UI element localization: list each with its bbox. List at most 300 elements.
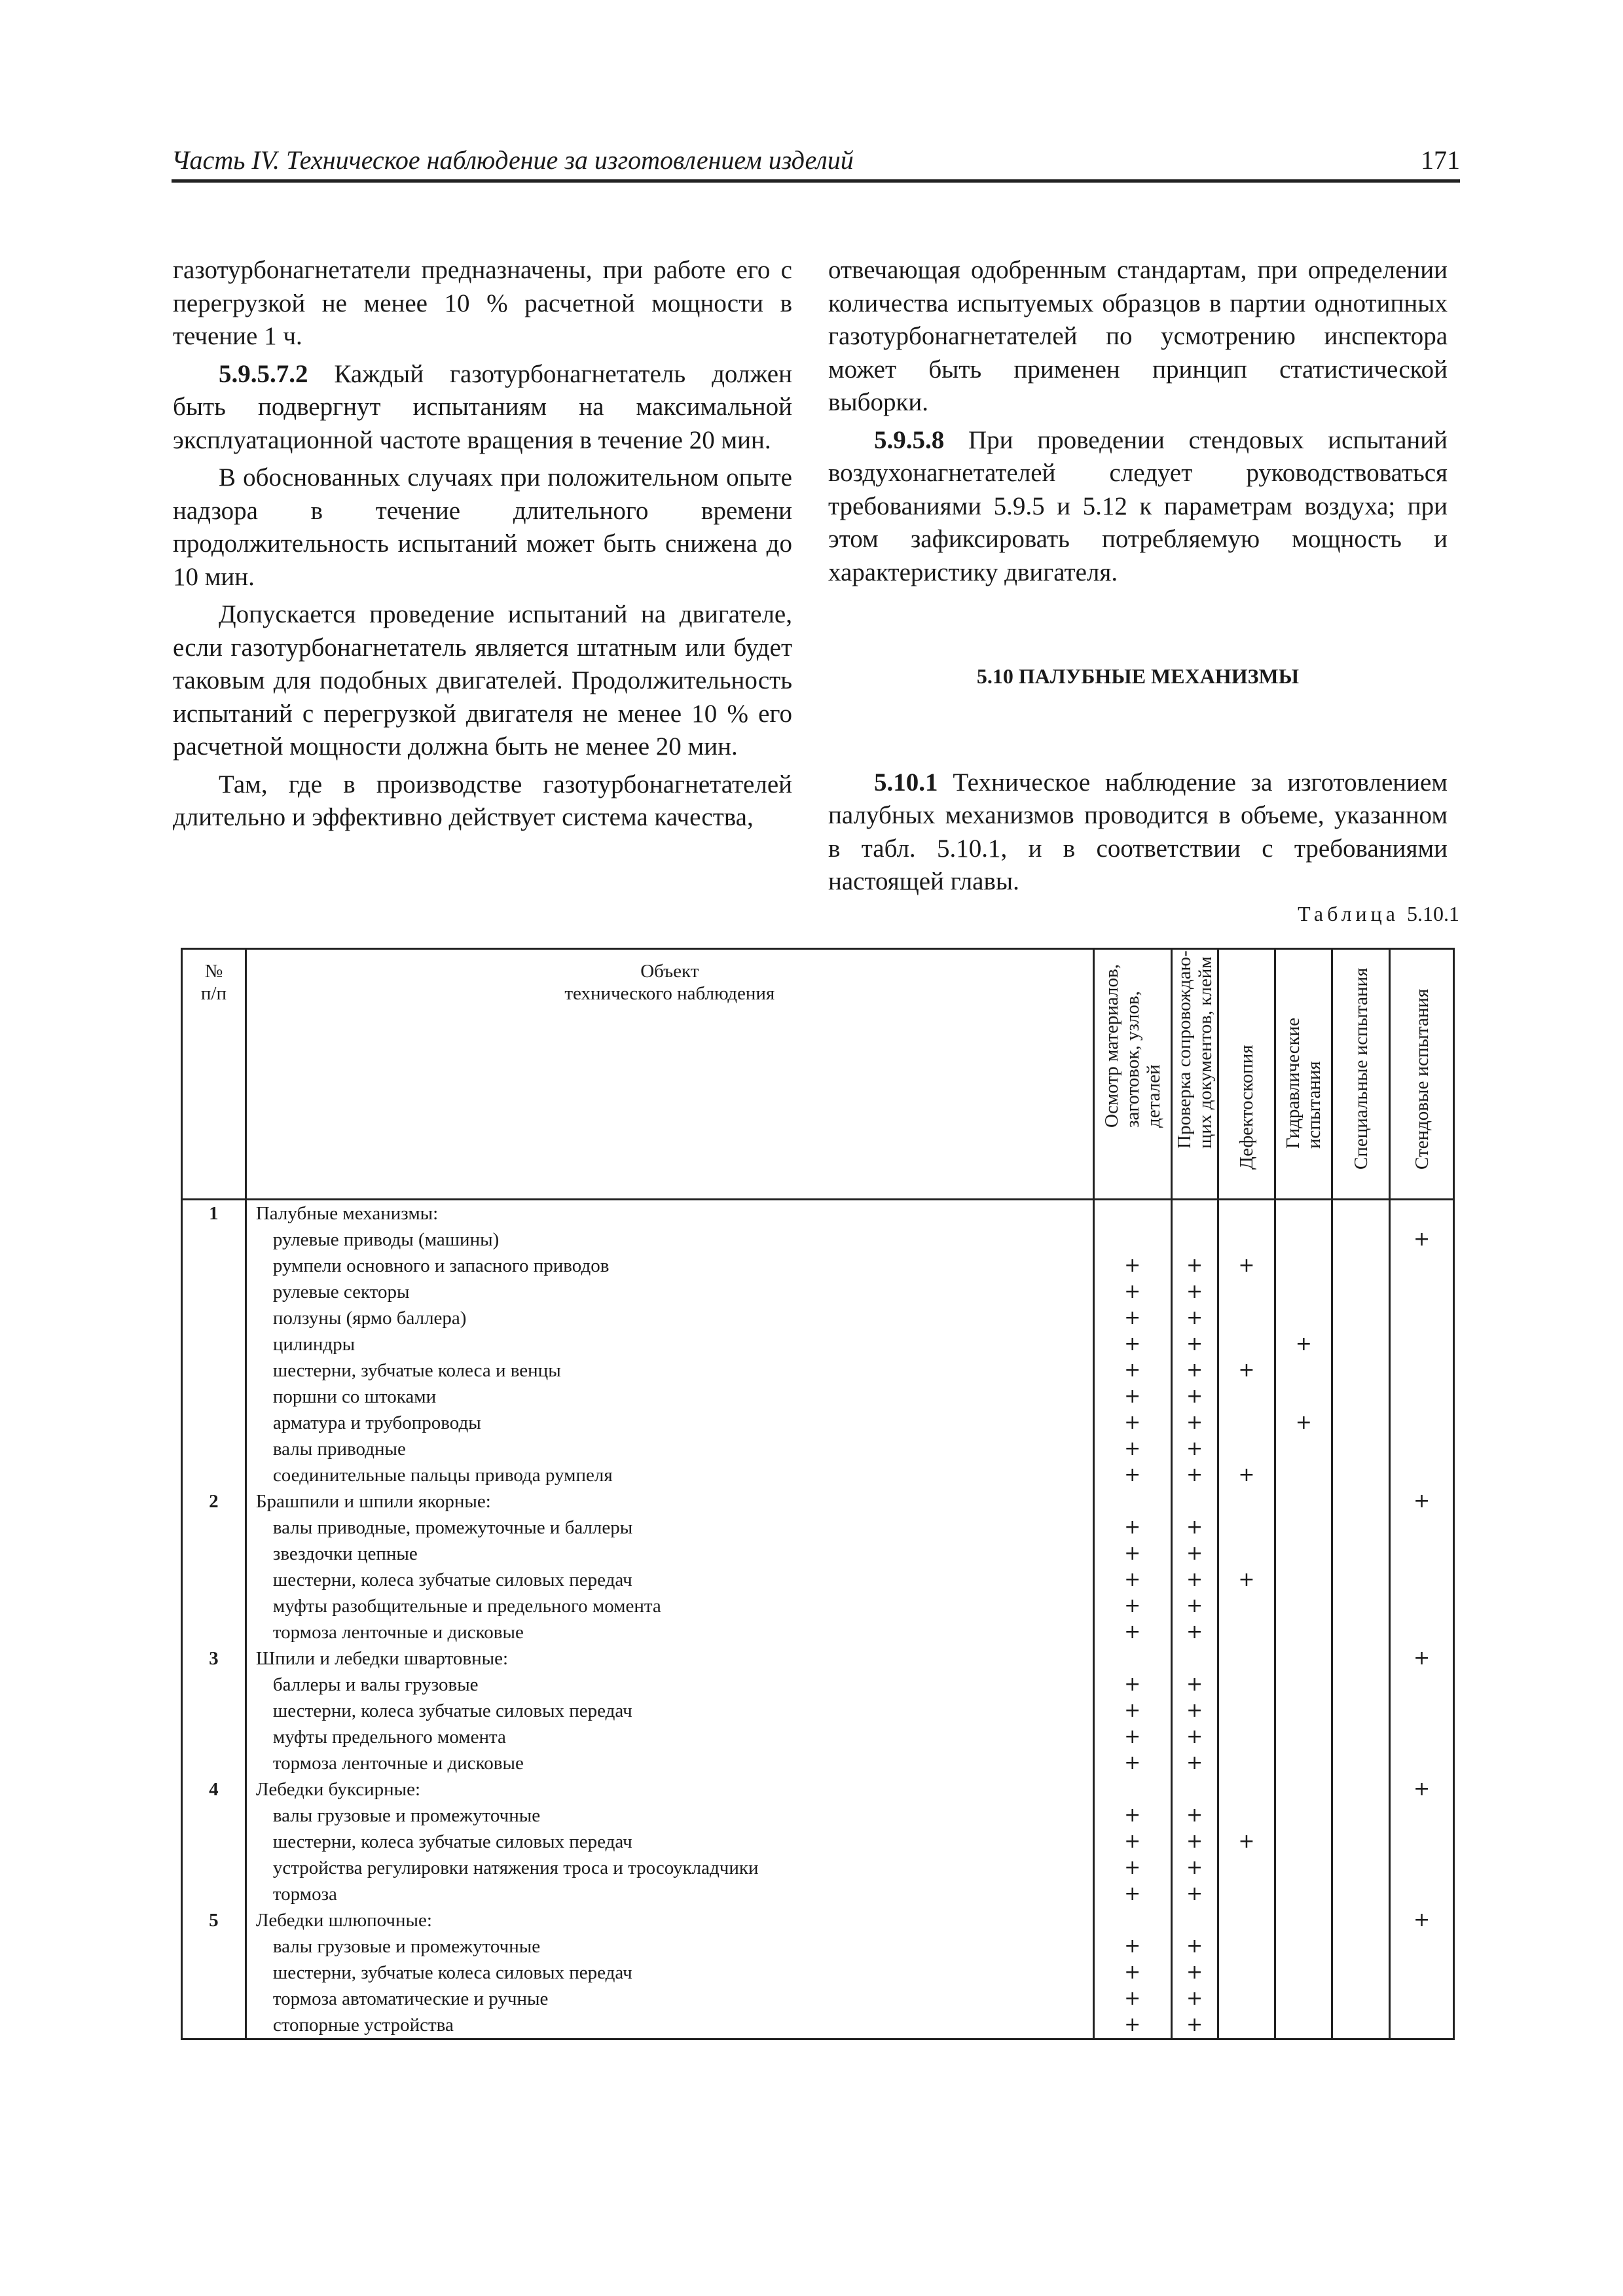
empty-cell — [1333, 1881, 1389, 1907]
left-column — [173, 254, 792, 839]
plus-mark: + — [1186, 1385, 1203, 1408]
empty-cell — [1333, 1305, 1389, 1331]
row-number-empty — [183, 1436, 245, 1462]
empty-cell — [1276, 1227, 1331, 1253]
empty-cell — [1095, 1907, 1171, 1933]
plus-mark: + — [1124, 1882, 1141, 1905]
check-mark — [1095, 1698, 1171, 1724]
empty-cell — [1333, 1541, 1389, 1567]
plus-mark: + — [1186, 1935, 1203, 1958]
plus-mark: + — [1124, 1306, 1141, 1329]
row-number-empty — [183, 1541, 245, 1567]
check-mark — [1173, 1253, 1217, 1279]
group-title: Лебедки буксирные: — [255, 1779, 421, 1800]
empty-cell — [1095, 1776, 1171, 1803]
empty-cell — [1219, 1619, 1275, 1645]
paragraph: Там, где в производстве газотурбонагнетателей длительно и эффективно действует система качества, — [173, 770, 792, 831]
check-mark — [1173, 1619, 1217, 1645]
check-mark — [1173, 1986, 1217, 2012]
check-mark — [1095, 1803, 1171, 1829]
check-mark — [1173, 1279, 1217, 1305]
empty-cell — [1219, 1593, 1275, 1619]
empty-cell — [1333, 1698, 1389, 1724]
check-mark — [1173, 1462, 1217, 1488]
check-mark — [1173, 1855, 1217, 1881]
row-number-empty — [183, 1462, 245, 1488]
paragraph: газотурбонагнетатели предназначены, при работе его с перегрузкой не менее 10 % расчетной мощности в течение 1 ч. — [173, 256, 792, 350]
plus-mark: + — [1413, 1778, 1431, 1801]
empty-cell — [1391, 1803, 1453, 1829]
empty-cell — [1276, 1881, 1331, 1907]
empty-cell — [1219, 1776, 1275, 1803]
empty-cell — [1333, 1279, 1389, 1305]
empty-cell — [1391, 1619, 1453, 1645]
plus-mark: + — [1186, 2013, 1203, 2036]
item-label: румпели основного и запасного приводов — [272, 1255, 610, 1276]
check-mark — [1173, 2012, 1217, 2038]
item-label: устройства регулировки натяжения троса и тросоукладчики — [272, 1857, 759, 1878]
plus-mark: + — [1186, 1961, 1203, 1984]
check-mark — [1173, 1357, 1217, 1384]
plus-mark: + — [1186, 1725, 1203, 1748]
plus-mark: + — [1124, 1621, 1141, 1643]
empty-cell — [1391, 1567, 1453, 1593]
check-mark — [1095, 1436, 1171, 1462]
plus-mark: + — [1124, 1856, 1141, 1879]
plus-mark: + — [1124, 1830, 1141, 1853]
check-mark — [1173, 1933, 1217, 1960]
plus-mark: + — [1238, 1463, 1255, 1486]
empty-cell — [1391, 1750, 1453, 1776]
empty-cell — [1219, 1436, 1275, 1462]
plus-mark: + — [1124, 1987, 1141, 2010]
check-mark — [1219, 1253, 1275, 1279]
plus-mark: + — [1238, 1568, 1255, 1591]
empty-cell — [1219, 1986, 1275, 2012]
plus-mark: + — [1186, 1673, 1203, 1696]
row-number: 1 — [209, 1203, 219, 1224]
row-number-empty — [183, 1279, 245, 1305]
clause-number: 5.10.1 — [874, 768, 938, 797]
plus-mark: + — [1238, 1254, 1255, 1277]
check-mark — [1095, 1410, 1171, 1436]
empty-cell — [1391, 1253, 1453, 1279]
documents-column — [1171, 1200, 1218, 2039]
plus-mark: + — [1186, 1987, 1203, 2010]
empty-cell — [1276, 1436, 1331, 1462]
empty-cell — [1333, 1986, 1389, 2012]
inspection-table — [181, 948, 1455, 2040]
empty-cell — [1276, 1593, 1331, 1619]
item-label: тормоза — [272, 1884, 337, 1905]
empty-cell — [1219, 1331, 1275, 1357]
plus-mark: + — [1186, 1516, 1203, 1539]
item-label: валы приводные, промежуточные и баллеры — [272, 1517, 633, 1538]
empty-cell — [1173, 1645, 1217, 1672]
paragraph: отвечающая одобренным стандартам, при определении количества испытуемых образцов в партии однотипных газотурбонагнетателей по усмотрению инспектора может быть применен принцип статистической выборки. — [828, 256, 1448, 416]
plus-mark: + — [1124, 1359, 1141, 1382]
check-mark — [1173, 1410, 1217, 1436]
row-number: 2 — [209, 1491, 219, 1512]
check-mark — [1095, 1829, 1171, 1855]
check-mark — [1095, 1384, 1171, 1410]
plus-mark: + — [1124, 1254, 1141, 1277]
plus-mark: + — [1124, 1594, 1141, 1617]
empty-cell — [1219, 2012, 1275, 2038]
header-bench-tests: Стендовые испытания — [1390, 949, 1454, 1200]
plus-mark: + — [1186, 1751, 1203, 1774]
group-title: Брашпили и шпили якорные: — [255, 1491, 491, 1512]
item-label: валы грузовые и промежуточные — [272, 1805, 541, 1826]
check-mark — [1391, 1227, 1453, 1253]
row-number: 5 — [209, 1910, 219, 1931]
check-mark — [1219, 1357, 1275, 1384]
empty-cell — [1391, 1855, 1453, 1881]
empty-cell — [1173, 1776, 1217, 1803]
plus-mark: + — [1124, 1961, 1141, 1984]
empty-cell — [1276, 1933, 1331, 1960]
row-number-empty — [183, 1881, 245, 1907]
row-number-empty — [183, 1855, 245, 1881]
row-number-empty — [183, 1829, 245, 1855]
item-label: шестерни, зубчатые колеса силовых передач — [272, 1962, 632, 1983]
header-flaw-detection: Дефектоскопия — [1218, 949, 1275, 1200]
empty-cell — [1173, 1907, 1217, 1933]
row-number-empty — [183, 1410, 245, 1436]
check-mark — [1095, 1881, 1171, 1907]
empty-cell — [1219, 1960, 1275, 1986]
empty-cell — [1276, 1200, 1331, 1227]
empty-cell — [1333, 1960, 1389, 1986]
check-mark — [1173, 1593, 1217, 1619]
running-header-title: Часть IV. Техническое наблюдение за изготовлением изделий — [172, 145, 854, 175]
paragraph: 5.10.1 Техническое наблюдение за изготовлением палубных механизмов проводится в объеме, указанном в табл. 5.10.1, и в соответствии с требованиями настоящей главы. — [828, 768, 1448, 895]
object-column — [246, 1200, 1093, 2039]
row-number-empty — [183, 1227, 245, 1253]
empty-cell — [1391, 1515, 1453, 1541]
plus-mark: + — [1186, 1594, 1203, 1617]
row-number: 4 — [209, 1779, 219, 1800]
check-mark — [1095, 1253, 1171, 1279]
check-mark — [1095, 1933, 1171, 1960]
item-label: ползуны (ярмо баллера) — [272, 1308, 467, 1329]
empty-cell — [1391, 1672, 1453, 1698]
row-number-empty — [183, 1305, 245, 1331]
empty-cell — [1333, 1672, 1389, 1698]
empty-cell — [1391, 1357, 1453, 1384]
check-mark — [1095, 1672, 1171, 1698]
empty-cell — [1219, 1488, 1275, 1515]
item-label: звездочки цепные — [272, 1543, 418, 1564]
empty-cell — [1333, 1357, 1389, 1384]
plus-mark: + — [1295, 1333, 1312, 1355]
empty-cell — [1219, 1672, 1275, 1698]
check-mark — [1095, 1619, 1171, 1645]
check-mark — [1219, 1567, 1275, 1593]
empty-cell — [1391, 1960, 1453, 1986]
empty-cell — [1333, 1331, 1389, 1357]
plus-mark: + — [1413, 1490, 1431, 1513]
plus-mark: + — [1186, 1621, 1203, 1643]
empty-cell — [1276, 1855, 1331, 1881]
check-mark — [1173, 1305, 1217, 1331]
plus-mark: + — [1186, 1280, 1203, 1303]
empty-cell — [1095, 1227, 1171, 1253]
empty-cell — [1095, 1645, 1171, 1672]
row-number-empty — [183, 1253, 245, 1279]
row-number-empty — [183, 1803, 245, 1829]
item-label: муфты разобщительные и предельного момента — [272, 1596, 661, 1617]
clause-number: 5.9.5.7.2 — [219, 359, 308, 388]
empty-cell — [1276, 1645, 1331, 1672]
empty-cell — [1333, 1488, 1389, 1515]
empty-cell — [1333, 1410, 1389, 1436]
check-mark — [1095, 1855, 1171, 1881]
plus-mark: + — [1413, 1909, 1431, 1931]
empty-cell — [1333, 1933, 1389, 1960]
item-label: тормоза ленточные и дисковые — [272, 1753, 524, 1774]
section-title: 5.10 ПАЛУБНЫЕ МЕХАНИЗМЫ — [976, 664, 1300, 688]
hydraulic-tests-column — [1275, 1200, 1332, 2039]
empty-cell — [1333, 1750, 1389, 1776]
empty-cell — [1333, 1567, 1389, 1593]
empty-cell — [1391, 1279, 1453, 1305]
table-caption-word: Таблица — [1298, 902, 1399, 925]
item-label: шестерни, зубчатые колеса и венцы — [272, 1360, 561, 1381]
item-label: тормоза автоматические и ручные — [272, 1988, 549, 2009]
empty-cell — [1391, 1462, 1453, 1488]
plus-mark: + — [1186, 1333, 1203, 1355]
empty-cell — [1219, 1410, 1275, 1436]
empty-cell — [1219, 1698, 1275, 1724]
plus-mark: + — [1124, 1935, 1141, 1958]
empty-cell — [1333, 1776, 1389, 1803]
check-mark — [1095, 1462, 1171, 1488]
empty-cell — [1333, 1515, 1389, 1541]
check-mark — [1095, 1593, 1171, 1619]
check-mark — [1173, 1672, 1217, 1698]
plus-mark: + — [1124, 1333, 1141, 1355]
empty-cell — [1276, 1619, 1331, 1645]
plus-mark: + — [1124, 1725, 1141, 1748]
empty-cell — [1095, 1488, 1171, 1515]
empty-cell — [1333, 1829, 1389, 1855]
empty-cell — [1276, 1567, 1331, 1593]
check-mark — [1095, 1960, 1171, 1986]
check-mark — [1173, 1829, 1217, 1855]
plus-mark: + — [1124, 1437, 1141, 1460]
page-number: 171 — [1421, 145, 1460, 175]
empty-cell — [1276, 1986, 1331, 2012]
paragraph: 5.9.5.7.2 Каждый газотурбонагнетатель должен быть подвергнут испытаниям на максимальной эксплуатационной частоте вращения в течение 20 мин. — [173, 359, 792, 454]
empty-cell — [1391, 1593, 1453, 1619]
group-title: Палубные механизмы: — [255, 1203, 439, 1224]
bench-tests-column — [1390, 1200, 1454, 2039]
empty-cell — [1333, 1200, 1389, 1227]
item-label: рулевые приводы (машины) — [272, 1229, 500, 1250]
empty-cell — [1276, 1907, 1331, 1933]
plus-mark: + — [1186, 1359, 1203, 1382]
table-header-row — [182, 949, 1454, 1200]
header-documents: Проверка сопровождаю- щих документов, клейм — [1171, 949, 1218, 1200]
empty-cell — [1219, 1645, 1275, 1672]
empty-cell — [1276, 1672, 1331, 1698]
row-number-empty — [183, 1357, 245, 1384]
row-number-empty — [183, 1567, 245, 1593]
check-mark — [1095, 1567, 1171, 1593]
row-number-empty — [183, 1960, 245, 1986]
empty-cell — [1391, 1331, 1453, 1357]
empty-cell — [1219, 1907, 1275, 1933]
empty-cell — [1219, 1881, 1275, 1907]
empty-cell — [1333, 1724, 1389, 1750]
empty-cell — [1276, 1724, 1331, 1750]
empty-cell — [1333, 1855, 1389, 1881]
plus-mark: + — [1124, 1385, 1141, 1408]
check-mark — [1095, 1357, 1171, 1384]
check-mark — [1173, 1881, 1217, 1907]
check-mark — [1173, 1515, 1217, 1541]
empty-cell — [1095, 1200, 1171, 1227]
row-number-empty — [183, 1933, 245, 1960]
check-mark — [1095, 1515, 1171, 1541]
plus-mark: + — [1413, 1647, 1431, 1670]
empty-cell — [1333, 1803, 1389, 1829]
check-mark — [1173, 1803, 1217, 1829]
empty-cell — [1219, 1803, 1275, 1829]
empty-cell — [1276, 1776, 1331, 1803]
group-title: Лебедки шлюпочные: — [255, 1910, 432, 1931]
right-column — [828, 254, 1448, 903]
check-mark — [1173, 1567, 1217, 1593]
check-mark — [1173, 1698, 1217, 1724]
plus-mark: + — [1295, 1411, 1312, 1434]
plus-mark: + — [1124, 1699, 1141, 1722]
check-mark — [1276, 1331, 1331, 1357]
plus-mark: + — [1186, 1856, 1203, 1879]
row-number-empty — [183, 1593, 245, 1619]
special-tests-column — [1332, 1200, 1390, 2039]
row-number-empty — [183, 2012, 245, 2038]
plus-mark: + — [1124, 2013, 1141, 2036]
empty-cell — [1173, 1200, 1217, 1227]
empty-cell — [1391, 1436, 1453, 1462]
header-hydraulic-tests: Гидравлические испытания — [1275, 949, 1332, 1200]
header-num: № п/п — [182, 949, 246, 1200]
check-mark — [1173, 1331, 1217, 1357]
plus-mark: + — [1186, 1306, 1203, 1329]
paragraph: Допускается проведение испытаний на двигателе, если газотурбонагнетатель является штатным или будет таковым для подобных двигателей. Продолжительность испытаний с перегрузкой двигателя не менее 10 % его расчетной мощности должна быть не менее 20 мин. — [173, 600, 792, 761]
plus-mark: + — [1186, 1542, 1203, 1565]
check-mark — [1173, 1724, 1217, 1750]
item-label: муфты предельного момента — [272, 1727, 506, 1748]
row-number-empty — [183, 1698, 245, 1724]
row-number-empty — [183, 1619, 245, 1645]
plus-mark: + — [1186, 1568, 1203, 1591]
empty-cell — [1219, 1855, 1275, 1881]
plus-mark: + — [1124, 1568, 1141, 1591]
row-number-empty — [183, 1331, 245, 1357]
item-label: поршни со штоками — [272, 1386, 437, 1407]
paragraph: 5.9.5.8 При проведении стендовых испытаний воздухонагнетателей следует руководствоваться требованиями 5.9.5 и 5.12 к параметрам воздуха; при этом зафиксировать потребляемую мощность и характеристику двигателя. — [828, 425, 1448, 586]
materials-column — [1093, 1200, 1171, 2039]
empty-cell — [1173, 1488, 1217, 1515]
plus-mark: + — [1186, 1882, 1203, 1905]
empty-cell — [1276, 1488, 1331, 1515]
group-title: Шпили и лебедки швартовные: — [255, 1648, 509, 1669]
empty-cell — [1219, 1724, 1275, 1750]
empty-cell — [1276, 1384, 1331, 1410]
item-label: соединительные пальцы привода румпеля — [272, 1465, 613, 1486]
item-label: валы грузовые и промежуточные — [272, 1936, 541, 1957]
empty-cell — [1333, 1593, 1389, 1619]
check-mark — [1391, 1488, 1453, 1515]
plus-mark: + — [1124, 1411, 1141, 1434]
empty-cell — [1276, 1750, 1331, 1776]
empty-cell — [1333, 1462, 1389, 1488]
empty-cell — [1173, 1227, 1217, 1253]
empty-cell — [1276, 1829, 1331, 1855]
empty-cell — [1276, 1357, 1331, 1384]
empty-cell — [1219, 1200, 1275, 1227]
empty-cell — [1391, 1933, 1453, 1960]
empty-cell — [1391, 1384, 1453, 1410]
empty-cell — [1219, 1515, 1275, 1541]
num-column — [182, 1200, 246, 2039]
plus-mark: + — [1186, 1411, 1203, 1434]
flaw-detection-column — [1218, 1200, 1275, 2039]
check-mark — [1391, 1645, 1453, 1672]
check-mark — [1173, 1750, 1217, 1776]
check-mark — [1219, 1462, 1275, 1488]
row-number-empty — [183, 1384, 245, 1410]
empty-cell — [1276, 1803, 1331, 1829]
row-number-empty — [183, 1724, 245, 1750]
item-label: тормоза ленточные и дисковые — [272, 1622, 524, 1643]
table-body-row — [182, 1200, 1454, 2039]
row-number-empty — [183, 1672, 245, 1698]
item-label: цилиндры — [272, 1334, 356, 1355]
check-mark — [1095, 2012, 1171, 2038]
plus-mark: + — [1124, 1516, 1141, 1539]
item-label: шестерни, колеса зубчатые силовых передач — [272, 1831, 632, 1852]
empty-cell — [1276, 1541, 1331, 1567]
check-mark — [1095, 1541, 1171, 1567]
empty-cell — [1333, 1436, 1389, 1462]
check-mark — [1219, 1829, 1275, 1855]
plus-mark: + — [1413, 1228, 1431, 1251]
row-number-empty — [183, 1515, 245, 1541]
empty-cell — [1333, 1253, 1389, 1279]
empty-cell — [1333, 2012, 1389, 2038]
plus-mark: + — [1186, 1437, 1203, 1460]
plus-mark: + — [1124, 1463, 1141, 1486]
header-object: Объект технического наблюдения — [246, 949, 1093, 1200]
item-label: валы приводные — [272, 1439, 406, 1460]
empty-cell — [1219, 1227, 1275, 1253]
empty-cell — [1276, 1960, 1331, 1986]
empty-cell — [1276, 1698, 1331, 1724]
plus-mark: + — [1124, 1542, 1141, 1565]
check-mark — [1095, 1986, 1171, 2012]
empty-cell — [1333, 1384, 1389, 1410]
empty-cell — [1276, 1279, 1331, 1305]
running-header — [172, 145, 1460, 183]
row-number: 3 — [209, 1648, 219, 1669]
plus-mark: + — [1186, 1254, 1203, 1277]
check-mark — [1095, 1279, 1171, 1305]
plus-mark: + — [1238, 1359, 1255, 1382]
